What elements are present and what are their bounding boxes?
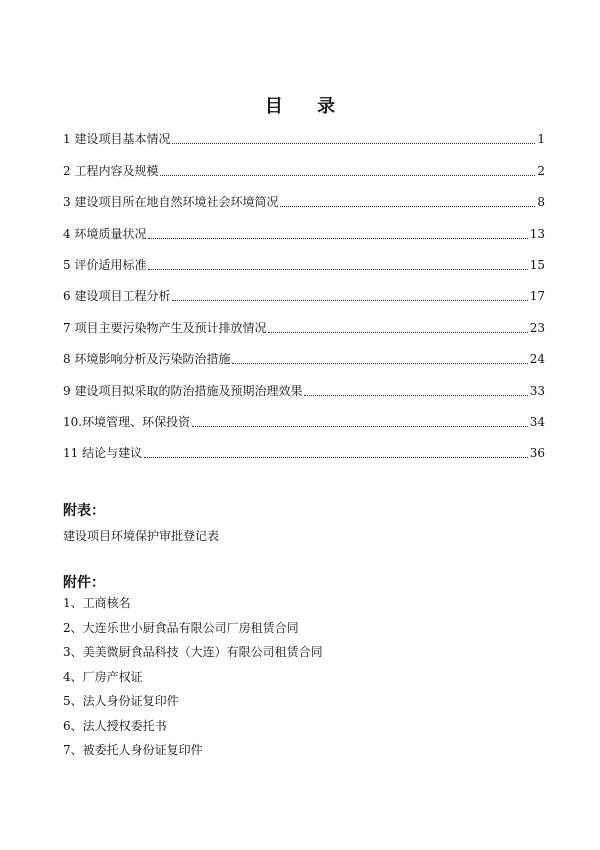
toc-entry-page: 17 <box>529 289 545 304</box>
toc-entry-title: 8 环境影响分析及污染防治措施 <box>63 352 231 367</box>
attachment-item: 7、被委托人身份证复印件 <box>63 743 203 757</box>
toc-entry[interactable] <box>63 243 545 274</box>
toc-dot-leader <box>280 206 535 207</box>
appendix-table-item: 建设项目环境保护审批登记表 <box>63 529 220 543</box>
toc-entry-page: 24 <box>529 352 545 367</box>
attachments-list <box>63 596 323 768</box>
toc-entry[interactable] <box>63 368 545 399</box>
toc-entry-page: 15 <box>529 257 545 272</box>
toc-dot-leader <box>192 426 528 427</box>
toc-entry-page: 34 <box>529 414 545 429</box>
toc-entry-title: 5 评价适用标准 <box>63 257 147 272</box>
toc-dot-leader <box>172 143 535 144</box>
attachment-item: 6、法人授权委托书 <box>63 718 167 733</box>
toc-entry-title: 7 项目主要污染物产生及预计排放情况 <box>63 320 267 335</box>
toc-entry-title: 11 结论与建议 <box>63 446 143 461</box>
attachment-item: 1、工商核名 <box>63 596 131 610</box>
toc-dot-leader <box>268 332 527 333</box>
toc-entry[interactable] <box>63 305 545 336</box>
attachment-item: 2、大连乐世小厨食品有限公司厂房租赁合同 <box>63 620 299 635</box>
toc-entry[interactable] <box>63 274 545 305</box>
toc-entry[interactable] <box>63 148 545 179</box>
attachment-item: 4、厂房产权证 <box>63 669 143 684</box>
attachment-item: 3、美美微厨食品科技（大连）有限公司租赁合同 <box>63 645 323 659</box>
attachments-heading: 附件： <box>63 575 105 591</box>
toc-entry-page: 1 <box>537 132 545 147</box>
toc-entry-title: 9 建设项目拟采取的防治措施及预期治理效果 <box>63 383 303 398</box>
toc-entry-title: 4 环境质量状况 <box>63 226 147 241</box>
toc-entry-page: 2 <box>537 163 545 178</box>
table-of-contents <box>63 117 545 462</box>
toc-entry-page: 36 <box>529 446 545 461</box>
toc-entry-title: 1 建设项目基本情况 <box>63 132 171 147</box>
toc-entry-page: 8 <box>537 195 545 210</box>
toc-entry-title: 3 建设项目所在地自然环境社会环境简况 <box>63 195 279 210</box>
toc-entry-title: 2 工程内容及规模 <box>63 163 159 178</box>
appendix-table-heading: 附表： <box>63 503 105 519</box>
toc-dot-leader <box>148 269 527 270</box>
toc-dot-leader <box>148 238 527 239</box>
toc-entry-title: 10.环境管理、环保投资 <box>63 414 191 429</box>
toc-entry-page: 33 <box>529 383 545 398</box>
toc-entry-page: 13 <box>529 226 545 241</box>
toc-entry-page: 23 <box>529 320 545 335</box>
toc-entry-title: 6 建设项目工程分析 <box>63 289 171 304</box>
page-title: 目 录 <box>264 96 350 117</box>
toc-entry[interactable] <box>63 400 545 431</box>
toc-dot-leader <box>304 395 527 396</box>
toc-dot-leader <box>232 363 527 364</box>
attachment-item: 5、法人身份证复印件 <box>63 694 179 708</box>
toc-entry[interactable] <box>63 337 545 368</box>
toc-entry[interactable] <box>63 431 545 462</box>
toc-entry[interactable] <box>63 211 545 242</box>
toc-dot-leader <box>160 175 535 176</box>
toc-entry[interactable] <box>63 180 545 211</box>
toc-entry[interactable] <box>63 117 545 148</box>
toc-dot-leader <box>172 300 527 301</box>
toc-dot-leader <box>144 457 528 458</box>
